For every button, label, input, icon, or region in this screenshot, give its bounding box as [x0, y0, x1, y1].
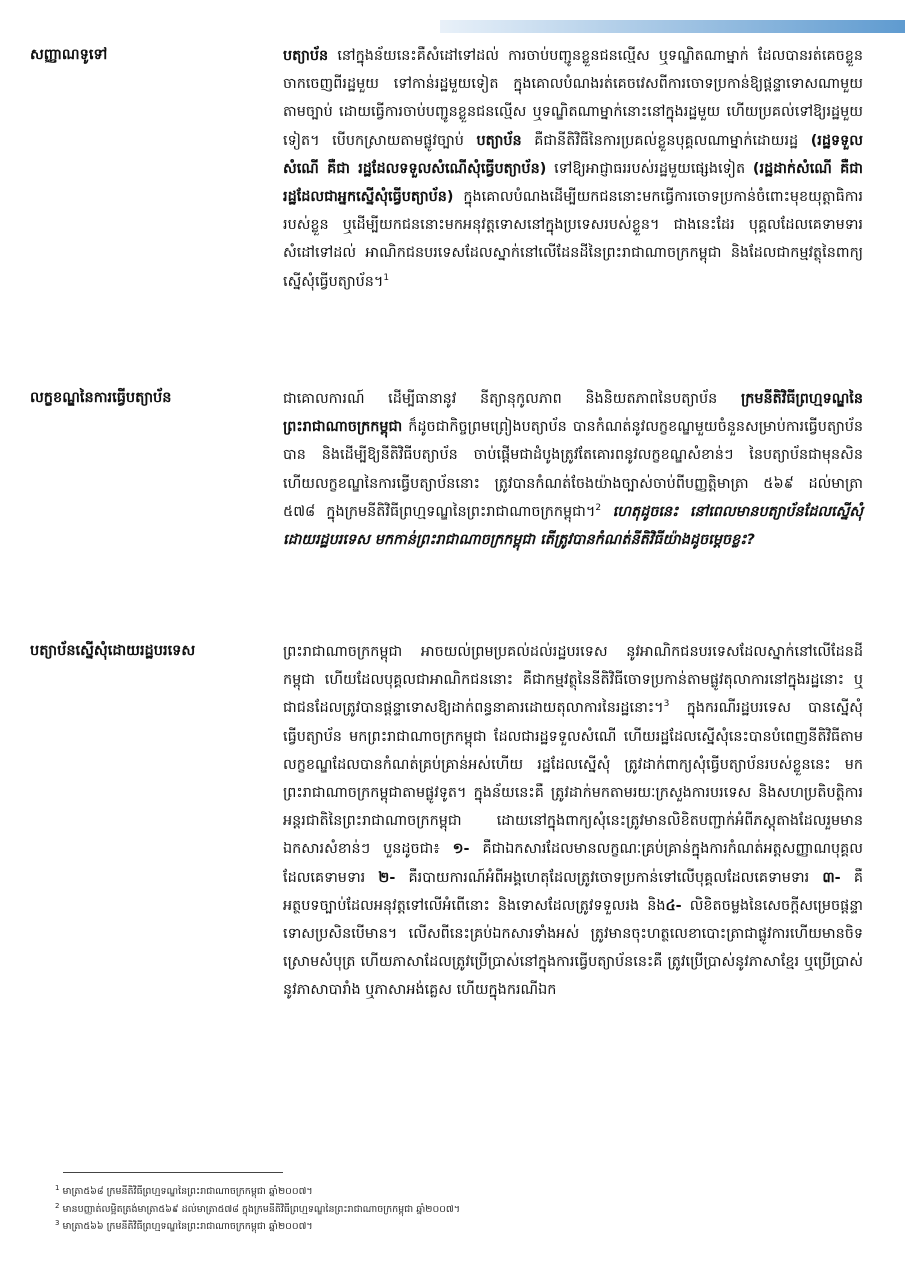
code-name: ក្រមនីតិវិធីព្រហ្មទណ្ឌនៃព្រះរាជាណាចក្រកម្ពុជា	[283, 391, 863, 436]
item-number: ២-	[378, 869, 396, 886]
footnote-ref: 1	[383, 272, 390, 283]
body-text: ព្រះរាជាណាចក្រកម្ពុជា អាចយល់ព្រមប្រគល់ដល់រដ្ឋបរទេស នូវអាណិកជនបរទេសដែលស្នាក់នៅលើដែនដីកម្ពុជា ហើយដែលបុគ្គលជាអាណិកជននោះ គឺជាកម្មវត្ថុនៃនីតិវិធីចោទប្រកាន់តាមផ្លូវតុលាការនៅក្នុងរដ្ឋនោះ ឬ ជាជនដែលត្រូវបានផ្តន្ទាទោសឱ្យដាក់ពន្ធនាគារដោយតុលាការនៃរដ្ឋនោះ។	[283, 644, 863, 717]
section-label: បត្យាប័នស្នើសុំដោយរដ្ឋបរទេស	[30, 643, 196, 659]
requested-state-definition: (រដ្ឋទទួលសំណើ គឺជា រដ្ឋដែលទទួលសំណើសុំធ្វើបត្យាប័ន)	[283, 132, 863, 177]
body-text: ក៏ដូចជាកិច្ចព្រមព្រៀងបត្យាប័ន បានកំណត់នូវលក្ខខណ្ឌមួយចំនួនសម្រាប់ការធ្វើបត្យាប័នបាន និងដើម្បីឱ្យនីតិវិធីបត្យាប័ន ចាប់ផ្តើមជាដំបូងត្រូវតែគោរពនូវលក្ខខណ្ឌសំខាន់ៗ នៃបត្យាប័នជាមុនសិន ហើយលក្ខខណ្ឌនៃការធ្វើបត្យាប័ននោះ ត្រូវបានកំណត់ចែងយ៉ាងច្បាស់ចាប់ពីបញ្ញត្តិមាត្រា ៥៦៩ ដល់មាត្រា ៥៧៨ ក្នុងក្រមនីតិវិធីព្រហ្មទណ្ឌនៃព្រះរាជាណាចក្រកម្ពុជា។	[283, 419, 863, 520]
footnote-text: មាត្រា៥៦៨ ក្រមនីតិវិធីព្រហ្មទណ្ឌនៃព្រះរាជាណាចក្រកម្ពុជា ឆ្នាំ២០០៧។	[59, 1186, 313, 1197]
footnote-number: 2	[55, 1201, 60, 1210]
footnote-text: មាត្រា៥៦៦ ក្រមនីតិវិធីព្រហ្មទណ្ឌនៃព្រះរាជាណាចក្រកម្ពុជា ឆ្នាំ២០០៧។	[59, 1221, 313, 1232]
section-body	[283, 385, 863, 554]
footnotes	[55, 1183, 460, 1236]
term-extradition: បត្យាប័ន	[283, 48, 329, 64]
footnote-divider	[63, 1172, 283, 1173]
body-text: ជាគោលការណ៍ ដើម្បីធានានូវ នីត្យានុកូលភាព និងនិយតភាពនៃបត្យាប័ន	[283, 391, 741, 407]
footnote	[55, 1218, 460, 1236]
footnote	[55, 1201, 460, 1219]
header-accent-bar	[440, 20, 905, 33]
body-text: នៅក្នុងន័យនេះគឺសំដៅទៅដល់ ការចាប់បញ្ជូនខ្លួនជនល្មើស ឬទណ្ឌិតណាម្នាក់ ដែលបានរត់គេចខ្លួនចាកចេញពីរដ្ឋមួយ ទៅកាន់រដ្ឋមួយទៀត ក្នុងគោលបំណងរត់គេចវេសពីការចោទប្រកាន់ឱ្យផ្តន្ទាទោសណាមួយតាមច្បាប់ ដោយធ្វើការចាប់បញ្ជូនខ្លួនជនល្មើស ឬទណ្ឌិតណាម្នាក់នោះនៅក្នុងរដ្ឋមួយ ហើយប្រគល់ទៅឱ្យរដ្ឋមួយទៀត។ បើបកស្រាយតាមផ្លូវច្បាប់	[283, 48, 863, 149]
item-text: គឺជាឯកសារដែលមានលក្ខណៈគ្រប់គ្រាន់ក្នុងការកំណត់អត្តសញ្ញាណបុគ្គលដែលគេទាមទារ	[283, 841, 863, 886]
item-text: លិខិតចម្លងនៃសេចក្តីសម្រេចផ្តន្ទាទោសប្រសិនបើមាន។ លើសពីនេះគ្រប់ឯកសារទាំងអស់ ត្រូវមានចុះហត្ថលេខាបោះត្រាជាផ្លូវការហើយមានចិទស្រោមសំបុត្រ ហើយភាសាដែលត្រូវប្រើប្រាស់នៅក្នុងការធ្វើបត្យាប័ននេះគឺ ត្រូវប្រើប្រាស់នូវភាសាខ្មែរ ឬប្រើប្រាស់នូវភាសាបារាំង ឬភាសាអង់គ្លេស ហើយក្នុងករណីឯក	[283, 897, 863, 999]
footnote-ref: 2	[595, 503, 602, 514]
section-label: លក្ខខណ្ឌនៃការធ្វើបត្យាប័ន	[30, 390, 172, 406]
body-text: ទៅឱ្យអាជ្ញាធររបស់រដ្ឋមួយផ្សេងទៀត	[546, 160, 753, 177]
question-text: ហេតុដូចនេះ នៅពេលមានបត្យាប័នដែលស្នើសុំដោយរដ្ឋបរទេស មកកាន់ព្រះរាជាណាចក្រកម្ពុជា តើត្រូវបានកំណត់នីតិវិធីយ៉ាងដូចម្តេចខ្លះ?	[283, 503, 863, 549]
footnote-number: 1	[55, 1183, 60, 1192]
footnote-ref: 3	[663, 699, 670, 710]
footnote-text: មានបញ្ញាត់លម្អិតត្រង់មាត្រា៥៦៩ ដល់មាត្រា៥៧៨ ក្នុងក្រមនីតិវិធីព្រហ្មទណ្ឌនៃព្រះរាជាណាចក្រកម្ពុជា ឆ្នាំ២០០៧។	[59, 1203, 460, 1215]
body-text: គឺជានីតិវិធីនៃការប្រគល់ខ្លួនបុគ្គលណាម្នាក់ដោយរដ្ឋ	[521, 132, 811, 149]
item-number: ១-	[452, 841, 470, 858]
item-text: គឺអត្ថបទច្បាប់ដែលអនុវត្តទៅលើអំពើនោះ និងទោសដែលត្រូវទទួលរង និង	[283, 869, 863, 914]
requesting-state-definition: (រដ្ឋដាក់សំណើ គឺជា រដ្ឋដែលជាអ្នកស្នើសុំធ្វើបត្យាប័ន)	[283, 160, 863, 206]
section-label: សញ្ញាណទូទៅ	[30, 47, 108, 63]
item-text: គឺរបាយការណ៍អំពីអង្គហេតុដែលត្រូវចោទប្រកាន់ទៅលើបុគ្គលដែលគេទាមទារ	[395, 869, 823, 886]
body-text: ក្នុងករណីរដ្ឋបរទេស បានស្នើសុំធ្វើបត្យាប័ន មកព្រះរាជាណាចក្រកម្ពុជា ដែលជារដ្ឋទទួលសំណើ ហើយរដ្ឋដែលស្នើសុំនេះបានបំពេញនីតិវិធីតាមលក្ខខណ្ឌដែលបានកំណត់គ្រប់គ្រាន់អស់ហើយ រដ្ឋដែលស្នើសុំ ត្រូវដាក់ពាក្យសុំធ្វើបត្យាប័នរបស់ខ្លួននេះ មកព្រះរាជាណាចក្រកម្ពុជាតាមផ្លូវទូត។ ក្នុងន័យនេះគឺ ត្រូវដាក់មកតាមរយៈក្រសួងការបរទេស និងសហប្រតិបត្តិការអន្តរជាតិនៃព្រះរាជាណាចក្រកម្ពុជា ដោយនៅក្នុងពាក្យសុំនេះត្រូវមានលិខិតបញ្ជាក់អំពីភស្តុតាងដែលរួមមានឯកសារសំខាន់ៗ បួនដូចជា៖	[283, 700, 863, 858]
footnote-number: 3	[55, 1218, 60, 1227]
term-extradition: បត្យាប័ន	[476, 132, 522, 149]
item-number: ៤-	[665, 897, 682, 914]
item-number: ៣-	[822, 869, 841, 886]
section-body	[283, 638, 863, 1005]
body-text: ក្នុងគោលបំណងដើម្បីយកជននោះមកធ្វើការចោទប្រកាន់ចំពោះមុខយុត្តាធិការរបស់ខ្លួន ឬដើម្បីយកជននោះមកអនុវត្តទោសនៅក្នុងប្រទេសរបស់ខ្លួន។ ជាងនេះដែរ បុគ្គលដែលគេទាមទារសំដៅទៅដល់ អាណិកជនបរទេសដែលស្នាក់នៅលើដែនដីនៃព្រះរាជាណាចក្រកម្ពុជា និងដែលជាកម្មវត្ថុនៃពាក្យស្នើសុំធ្វើបត្យាប័ន។	[283, 189, 863, 290]
footnote	[55, 1183, 460, 1201]
section-body	[283, 42, 863, 296]
